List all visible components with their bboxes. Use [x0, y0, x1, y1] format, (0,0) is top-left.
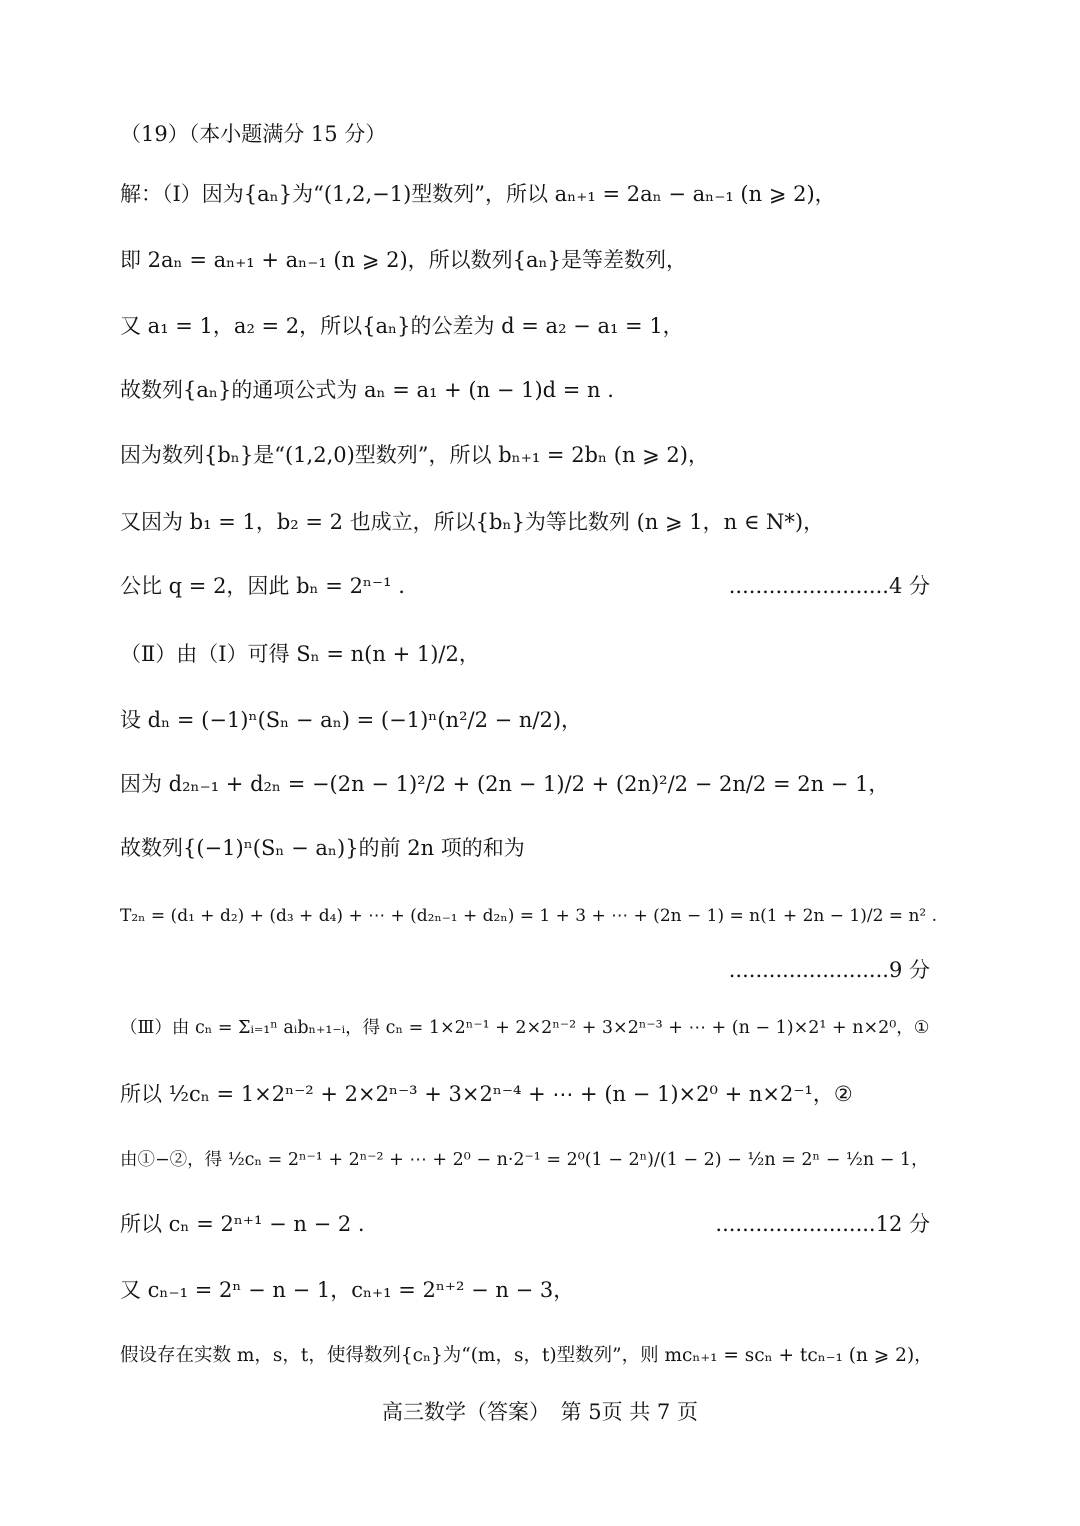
solution-line: 公比 q = 2，因此 bₙ = 2ⁿ⁻¹ .: [120, 574, 405, 598]
solution-line: 因为 d₂ₙ₋₁ + d₂ₙ = −(2n − 1)²/2 + (2n − 1)/2 + (2n)²/2 − 2n/2 = 2n − 1，: [120, 772, 890, 796]
solution-line: 又 a₁ = 1，a₂ = 2，所以{aₙ}的公差为 d = a₂ − a₁ = 1，: [120, 314, 684, 338]
score-marker: ........................4 分: [728, 574, 930, 598]
solution-line: 由①−②，得 ½cₙ = 2ⁿ⁻¹ + 2ⁿ⁻² + ⋯ + 2⁰ − n·2⁻¹ = 2⁰(1 − 2ⁿ)/(1 − 2) − ½n = 2ⁿ − ½n − 1，: [120, 1150, 929, 1170]
solution-line: T₂ₙ = (d₁ + d₂) + (d₃ + d₄) + ⋯ + (d₂ₙ₋₁ + d₂ₙ) = 1 + 3 + ⋯ + (2n − 1) = n(1 + 2n − 1)/2 = n² .: [120, 906, 938, 926]
solution-line: 即 2aₙ = aₙ₊₁ + aₙ₋₁ (n ⩾ 2)，所以数列{aₙ}是等差数列，: [120, 248, 687, 272]
solution-line: 解：（Ⅰ）因为{aₙ}为“(1,2,−1)型数列”，所以 aₙ₊₁ = 2aₙ − aₙ₋₁ (n ⩾ 2)，: [120, 182, 836, 206]
score-marker: ........................9 分: [728, 958, 930, 982]
solution-line: 又因为 b₁ = 1，b₂ = 2 也成立，所以{bₙ}为等比数列 (n ⩾ 1，n ∈ N*)，: [120, 510, 825, 534]
solution-line: （Ⅲ）由 cₙ = Σᵢ₌₁ⁿ aᵢbₙ₊₁₋ᵢ，得 cₙ = 1×2ⁿ⁻¹ + 2×2ⁿ⁻² + 3×2ⁿ⁻³ + ⋯ + (n − 1)×2¹ + n×2⁰，①: [120, 1018, 930, 1038]
score-marker: ........................12 分: [715, 1212, 930, 1236]
solution-line: 故数列{(−1)ⁿ(Sₙ − aₙ)}的前 2n 项的和为: [120, 836, 525, 860]
solution-line: 设 dₙ = (−1)ⁿ(Sₙ − aₙ) = (−1)ⁿ(n²/2 − n/2)，: [120, 708, 583, 732]
solution-line: 所以 cₙ = 2ⁿ⁺¹ − n − 2 .: [120, 1212, 365, 1236]
solution-line: 因为数列{bₙ}是“(1,2,0)型数列”，所以 bₙ₊₁ = 2bₙ (n ⩾ 2)，: [120, 443, 709, 467]
solution-line: 又 cₙ₋₁ = 2ⁿ − n − 1，cₙ₊₁ = 2ⁿ⁺² − n − 3，: [120, 1278, 575, 1302]
solution-line: 假设存在实数 m，s，t，使得数列{cₙ}为“(m，s，t)型数列”，则 mcₙ₊₁ = scₙ + tcₙ₋₁ (n ⩾ 2)，: [120, 1345, 933, 1366]
solution-line: （Ⅱ）由（Ⅰ）可得 Sₙ = n(n + 1)/2，: [120, 642, 480, 666]
page-footer: 高三数学（答案） 第 5页 共 7 页: [382, 1400, 698, 1424]
solution-line: 所以 ½cₙ = 1×2ⁿ⁻² + 2×2ⁿ⁻³ + 3×2ⁿ⁻⁴ + ⋯ + (n − 1)×2⁰ + n×2⁻¹，②: [120, 1082, 853, 1106]
solution-line: 故数列{aₙ}的通项公式为 aₙ = a₁ + (n − 1)d = n .: [120, 378, 614, 402]
problem-header: （19）（本小题满分 15 分）: [120, 122, 387, 146]
